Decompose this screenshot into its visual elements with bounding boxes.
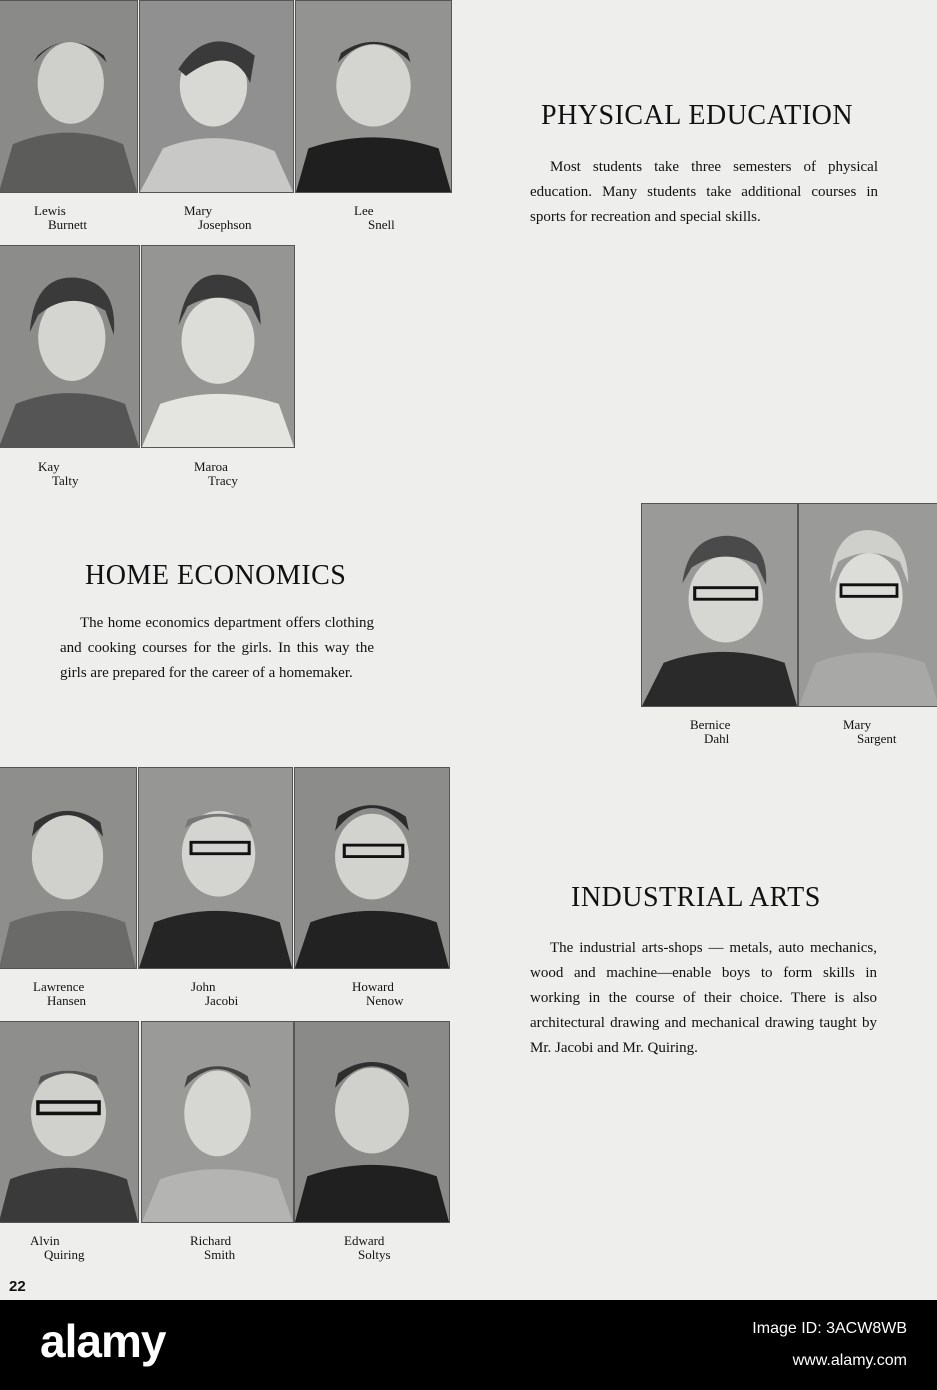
page-number: 22: [9, 1278, 26, 1295]
portrait-photo-hansen: [0, 767, 137, 969]
caption-richard-smith: Richard Smith: [190, 1233, 236, 1262]
portrait-photo-tracy: [141, 245, 295, 448]
portrait-photo-snell: [295, 0, 452, 193]
portrait-photo-sargent: [798, 503, 937, 707]
caption-alvin-quiring: Alvin Quiring: [30, 1233, 85, 1262]
caption-lewis-burnett: Lewis Burnett: [34, 203, 87, 232]
physical-education-text: Most students take three semesters of physical education. Many students take additional courses in sports for recreation and special skills.: [530, 159, 878, 225]
industrial-arts-text: The industrial arts-shops — metals, auto mechanics, wood and machine—enable boys to form skills in working in the course of their choice. There is also architectural drawing and mechanical drawing taught by Mr. Jacobi and Mr. Quiring.: [530, 940, 877, 1056]
caption-mary-sargent: Mary Sargent: [843, 717, 897, 746]
portrait-photo-burnett: [0, 0, 138, 193]
caption-kay-talty: Kay Talty: [38, 459, 79, 488]
portrait-photo-talty: [0, 245, 140, 448]
watermark-footer: [0, 1300, 937, 1390]
portrait-photo-soltys: [294, 1021, 450, 1223]
caption-bernice-dahl: Bernice Dahl: [690, 717, 731, 746]
caption-maroa-tracy: Maroa Tracy: [194, 459, 238, 488]
caption-lawrence-hansen: Lawrence Hansen: [33, 979, 86, 1008]
physical-education-heading: PHYSICAL EDUCATION: [541, 100, 854, 131]
caption-edward-soltys: Edward Soltys: [344, 1233, 391, 1262]
alamy-logo: alamy: [40, 1315, 166, 1367]
portrait-photo-smith: [141, 1021, 294, 1223]
caption-mary-josephson: Mary Josephson: [184, 203, 252, 232]
home-economics-text: The home economics department offers clothing and cooking courses for the girls. In this way the girls are prepared for the career of a homemaker.: [60, 615, 374, 681]
portrait-photo-josephson: [139, 0, 294, 193]
caption-lee-snell: Lee Snell: [354, 203, 395, 232]
portrait-photo-quiring: [0, 1021, 139, 1223]
image-id-block: [752, 1320, 907, 1370]
caption-howard-nenow: Howard Nenow: [352, 979, 404, 1008]
industrial-arts-heading: INDUSTRIAL ARTS: [571, 882, 821, 913]
image-id: Image ID: 3ACW8WB: [752, 1320, 907, 1337]
caption-john-jacobi: John Jacobi: [191, 979, 239, 1008]
home-economics-heading: HOME ECONOMICS: [85, 560, 347, 591]
portrait-photo-dahl: [641, 503, 798, 707]
portrait-photo-nenow: [294, 767, 450, 969]
image-url: www.alamy.com: [792, 1352, 907, 1369]
portrait-photo-jacobi: [138, 767, 293, 969]
